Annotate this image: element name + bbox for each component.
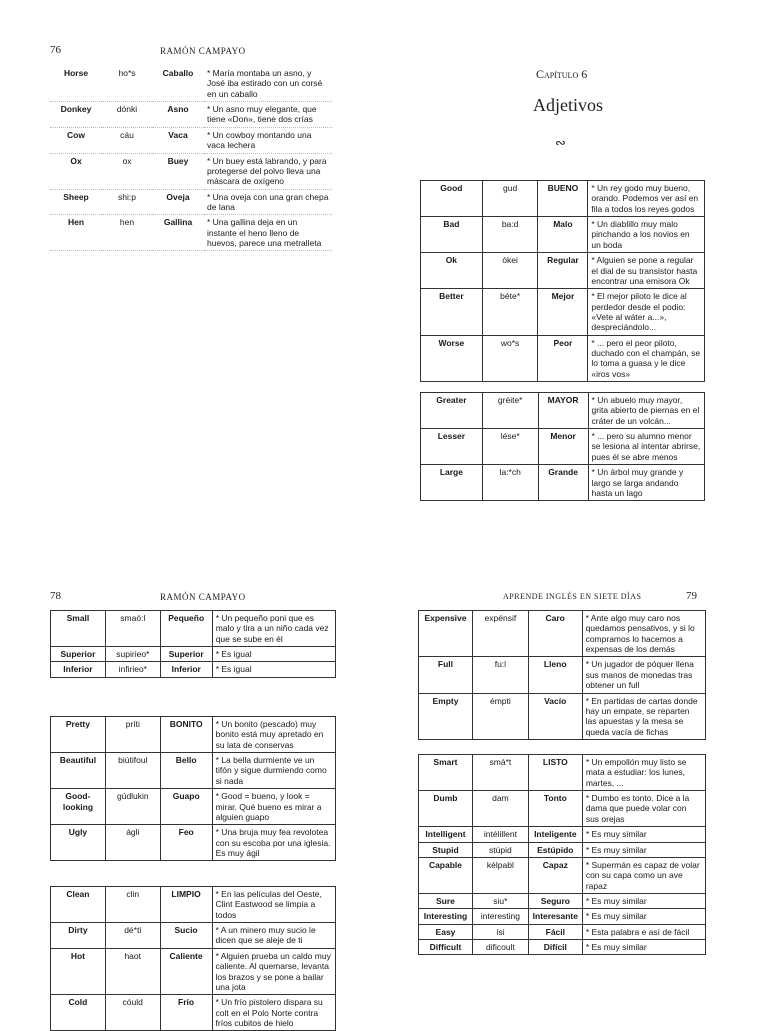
pronunciation: interesting <box>472 909 528 924</box>
spanish-word: Seguro <box>528 893 582 908</box>
vocab-row <box>50 102 332 128</box>
spanish-word: Mejor <box>538 289 588 335</box>
mnemonic-sentence: * Alguien se pone a regular el dial de su transistor hasta encontrar una emisora Ok <box>588 253 705 289</box>
spanish-word: Inteligente <box>528 827 582 842</box>
mnemonic-sentence: * Es muy similar <box>582 842 705 857</box>
english-word: Greater <box>421 393 483 429</box>
spanish-word: MAYOR <box>538 393 588 429</box>
pronunciation: wo*s <box>482 335 538 381</box>
vocab-table-body <box>421 393 705 501</box>
spanish-word: Gallina <box>152 215 204 251</box>
vocab-row <box>419 693 706 739</box>
pronunciation: cáu <box>102 127 152 153</box>
pronunciation: dificoult <box>472 940 528 955</box>
pronunciation: émpti <box>472 693 528 739</box>
pronunciation: infirieo* <box>105 662 160 677</box>
vocab-table-body <box>419 755 706 955</box>
mnemonic-sentence: * Es muy similar <box>582 940 705 955</box>
english-word: Lesser <box>421 429 483 465</box>
vocab-row <box>50 153 332 189</box>
vocab-row <box>419 827 706 842</box>
spanish-word: LIMPIO <box>160 887 212 923</box>
mnemonic-sentence: * Un empollón muy listo se mata a estudiar: los lunes, martes, ... <box>582 755 705 791</box>
spanish-word: Capaz <box>528 857 582 893</box>
page-number-79: 79 <box>686 590 697 602</box>
spanish-word: Lleno <box>528 657 582 693</box>
pronunciation: clin <box>105 887 160 923</box>
vocab-row <box>421 253 705 289</box>
spanish-word: Superior <box>160 647 212 662</box>
page-number-76: 76 <box>50 44 61 56</box>
vocab-row <box>421 465 705 501</box>
vocab-table-size <box>50 610 336 678</box>
vocab-row <box>419 924 706 939</box>
page-number-78: 78 <box>50 590 61 602</box>
spanish-word: Feo <box>160 825 212 861</box>
spanish-word: Menor <box>538 429 588 465</box>
english-word: Sheep <box>50 189 102 215</box>
mnemonic-sentence: * Es igual <box>212 662 335 677</box>
spanish-word: Sucio <box>160 923 212 949</box>
vocab-table-body <box>51 717 336 861</box>
spanish-word: BUENO <box>538 181 588 217</box>
mnemonic-sentence: * Un diablillo muy malo pinchando a los novios en un boda <box>588 217 705 253</box>
pronunciation: ho*s <box>102 66 152 102</box>
pronunciation: gud <box>482 181 538 217</box>
pronunciation: biútifoul <box>105 753 160 789</box>
vocab-row <box>51 753 336 789</box>
spanish-word: Difícil <box>528 940 582 955</box>
english-word: Cold <box>51 995 106 1031</box>
english-word: Intelligent <box>419 827 473 842</box>
spanish-word: Inferior <box>160 662 212 677</box>
mnemonic-sentence: * Un árbol muy grande y largo se larga andando hasta un lago <box>588 465 704 501</box>
vocab-table-adjectives-2 <box>420 392 705 501</box>
spanish-word: Fácil <box>528 924 582 939</box>
mnemonic-sentence: * ... pero el peor piloto, duchado con el champán, se lo toma a guasa y le dice «iros vos» <box>588 335 705 381</box>
vocab-table-adjectives-1 <box>420 180 705 382</box>
english-word: Empty <box>419 693 473 739</box>
spanish-word: Caro <box>528 611 582 657</box>
spanish-word: Buey <box>152 153 204 189</box>
vocab-row <box>419 755 706 791</box>
english-word: Interesting <box>419 909 473 924</box>
mnemonic-sentence: * Es muy similar <box>582 827 705 842</box>
vocab-row <box>51 662 336 677</box>
mnemonic-sentence: * Es muy similar <box>582 893 705 908</box>
vocab-row <box>50 66 332 102</box>
mnemonic-sentence: * ... pero su alumno menor se lesiona al intentar abrirse, pues él se abre menos <box>588 429 704 465</box>
mnemonic-sentence: * Una oveja con una gran chepa de lana <box>204 189 332 215</box>
spanish-word: Regular <box>538 253 588 289</box>
spanish-word: Caliente <box>160 948 212 994</box>
pronunciation: ágli <box>105 825 160 861</box>
mnemonic-sentence: * Esta palabra e así de fácil <box>582 924 705 939</box>
english-word: Ox <box>50 153 102 189</box>
pronunciation: lése* <box>482 429 538 465</box>
mnemonic-sentence: * Un abuelo muy mayor, grita abierto de piernas en el cráter de un volcán... <box>588 393 704 429</box>
vocab-table-body <box>419 611 706 740</box>
mnemonic-sentence: * Un cowboy montando una vaca lechera <box>204 127 332 153</box>
mnemonic-sentence: * Ante algo muy caro nos quedamos pensativos, y si lo compramos lo hacemos a expensas de los demás <box>582 611 705 657</box>
vocab-table-quantity <box>418 610 706 740</box>
english-word: Good <box>421 181 483 217</box>
english-word: Capable <box>419 857 473 893</box>
running-header-76: RAMÓN CAMPAYO <box>160 46 246 56</box>
chapter-title: Adjetivos <box>533 95 603 115</box>
vocab-row <box>421 335 705 381</box>
running-header-79: APRENDE INGLÉS EN SIETE DÍAS <box>503 592 642 601</box>
mnemonic-sentence: * Un buey está labrando, y para protegerse del polvo lleva una máscara de oxígeno <box>204 153 332 189</box>
vocab-row <box>419 940 706 955</box>
vocab-table-mind <box>418 754 706 955</box>
vocab-row <box>419 842 706 857</box>
mnemonic-sentence: * El mejor piloto le dice al perdedor desde el podio: «Vete al wáter a...», despreciándolo... <box>588 289 705 335</box>
vocab-table-body <box>51 611 336 678</box>
english-word: Pretty <box>51 717 106 753</box>
spanish-word: Interesante <box>528 909 582 924</box>
spanish-word: Asno <box>152 102 204 128</box>
pronunciation: dé*ti <box>105 923 160 949</box>
spanish-word: Bello <box>160 753 212 789</box>
pronunciation: gúdlukin <box>105 789 160 825</box>
english-word: Inferior <box>51 662 106 677</box>
mnemonic-sentence: * Una bruja muy fea revolotea con su escoba por una iglesia. Es muy ágil <box>212 825 335 861</box>
spanish-word: Peor <box>538 335 588 381</box>
mnemonic-sentence: * Good = bueno, y look = mirar. Qué bueno es mirar a alguien guapo <box>212 789 335 825</box>
mnemonic-sentence: * La bella durmiente ve un tifón y sigue durmiendo como si nada <box>212 753 335 789</box>
mnemonic-sentence: * Un jugador de póquer llena sus manos de monedas tras obtener un full <box>582 657 705 693</box>
english-word: Beautiful <box>51 753 106 789</box>
english-word: Worse <box>421 335 483 381</box>
english-word: Horse <box>50 66 102 102</box>
english-word: Full <box>419 657 473 693</box>
english-word: Donkey <box>50 102 102 128</box>
english-word: Difficult <box>419 940 473 955</box>
english-word: Dumb <box>419 791 473 827</box>
pronunciation: supirieo* <box>105 647 160 662</box>
english-word: Large <box>421 465 483 501</box>
vocab-table-body <box>421 181 705 382</box>
vocab-row <box>421 217 705 253</box>
vocab-row <box>51 923 336 949</box>
spanish-word: Tonto <box>528 791 582 827</box>
vocab-row <box>419 791 706 827</box>
vocab-table-condition <box>50 886 336 1031</box>
vocab-table-looks <box>50 716 336 861</box>
mnemonic-sentence: * Un bonito (pescado) muy bonito está muy apretado en su lata de conservas <box>212 717 335 753</box>
mnemonic-sentence: * Es igual <box>212 647 335 662</box>
vocab-row <box>421 289 705 335</box>
pronunciation: la:*ch <box>482 465 538 501</box>
ornament-icon: ∾ <box>555 136 566 151</box>
mnemonic-sentence: * A un minero muy sucio le dicen que se aleje de ti <box>212 923 335 949</box>
spanish-word: BONITO <box>160 717 212 753</box>
spanish-word: Malo <box>538 217 588 253</box>
pronunciation: ox <box>102 153 152 189</box>
vocab-row <box>51 995 336 1031</box>
mnemonic-sentence: * En las películas del Oeste, Clint Eastwood se limpia a todos <box>212 887 335 923</box>
vocab-row <box>51 647 336 662</box>
spanish-word: Oveja <box>152 189 204 215</box>
mnemonic-sentence: * Es muy similar <box>582 909 705 924</box>
pronunciation: béte* <box>482 289 538 335</box>
spanish-word: Vaca <box>152 127 204 153</box>
spanish-word: Pequeño <box>160 611 212 647</box>
vocab-table-body <box>50 66 332 251</box>
chapter-label: Capítulo 6 <box>536 67 588 81</box>
english-word: Ugly <box>51 825 106 861</box>
mnemonic-sentence: * Un rey godo muy bueno, orando. Podemos ver así en fila a todos los reyes godos <box>588 181 705 217</box>
spanish-word: Frío <box>160 995 212 1031</box>
mnemonic-sentence: * Un asno muy elegante, que tiene «Don», tiene dos crías <box>204 102 332 128</box>
mnemonic-sentence: * Un frío pistolero dispara su colt en el Polo Norte contra fríos cubitos de hielo <box>212 995 335 1031</box>
vocab-row <box>51 887 336 923</box>
english-word: Hot <box>51 948 106 994</box>
english-word: Better <box>421 289 483 335</box>
vocab-row <box>51 789 336 825</box>
vocab-row <box>50 215 332 251</box>
english-word: Good-looking <box>51 789 106 825</box>
pronunciation: gréite* <box>482 393 538 429</box>
vocab-row <box>51 825 336 861</box>
english-word: Superior <box>51 647 106 662</box>
pronunciation: stúpid <box>472 842 528 857</box>
vocab-row <box>419 893 706 908</box>
pronunciation: smaó:l <box>105 611 160 647</box>
mnemonic-sentence: * María montaba un asno, y José iba estirado con un corsé en un caballo <box>204 66 332 102</box>
mnemonic-sentence: * En partidas de cartas donde hay un empate, se reparten las apuestas y la mesa se queda vacía de fichas <box>582 693 705 739</box>
spanish-word: Guapo <box>160 789 212 825</box>
pronunciation: hen <box>102 215 152 251</box>
vocab-row <box>419 857 706 893</box>
mnemonic-sentence: * Dumbo es tonto. Dice a la dama que puede volar con sus orejas <box>582 791 705 827</box>
vocab-row <box>421 181 705 217</box>
english-word: Easy <box>419 924 473 939</box>
pronunciation: dónki <box>102 102 152 128</box>
english-word: Ok <box>421 253 483 289</box>
english-word: Bad <box>421 217 483 253</box>
pronunciation: intélillent <box>472 827 528 842</box>
english-word: Dirty <box>51 923 106 949</box>
vocab-row <box>419 909 706 924</box>
english-word: Sure <box>419 893 473 908</box>
mnemonic-sentence: * Una gallina deja en un instante el heno lleno de huevos, parece una metralleta <box>204 215 332 251</box>
vocab-row <box>50 127 332 153</box>
pronunciation: fu:l <box>472 657 528 693</box>
mnemonic-sentence: * Un pequeño poni que es malo y tira a un niño cada vez que se sube en él <box>212 611 335 647</box>
pronunciation: ísi <box>472 924 528 939</box>
spanish-word: Grande <box>538 465 588 501</box>
vocab-table-animals <box>50 66 332 251</box>
mnemonic-sentence: * Supermán es capaz de volar con su capa como un ave rapaz <box>582 857 705 893</box>
pronunciation: dam <box>472 791 528 827</box>
english-word: Cow <box>50 127 102 153</box>
english-word: Smart <box>419 755 473 791</box>
vocab-table-body <box>51 887 336 1031</box>
spanish-word: Estúpido <box>528 842 582 857</box>
spanish-word: LISTO <box>528 755 582 791</box>
spanish-word: Vacío <box>528 693 582 739</box>
vocab-row <box>421 429 705 465</box>
vocab-row <box>419 611 706 657</box>
english-word: Small <box>51 611 106 647</box>
vocab-row <box>51 717 336 753</box>
pronunciation: kélpabl <box>472 857 528 893</box>
pronunciation: ókei <box>482 253 538 289</box>
pronunciation: shi:p <box>102 189 152 215</box>
pronunciation: expénsif <box>472 611 528 657</box>
english-word: Expensive <box>419 611 473 657</box>
mnemonic-sentence: * Alguien prueba un caldo muy caliente. Al quemarse, levanta los brazos y se pone a bailar una jota <box>212 948 335 994</box>
pronunciation: cóuld <box>105 995 160 1031</box>
running-header-78: RAMÓN CAMPAYO <box>160 592 246 602</box>
vocab-row <box>419 657 706 693</box>
pronunciation: príti <box>105 717 160 753</box>
pronunciation: ba:d <box>482 217 538 253</box>
pronunciation: siu* <box>472 893 528 908</box>
pronunciation: smá*t <box>472 755 528 791</box>
english-word: Clean <box>51 887 106 923</box>
spanish-word: Caballo <box>152 66 204 102</box>
vocab-row <box>421 393 705 429</box>
english-word: Hen <box>50 215 102 251</box>
english-word: Stupid <box>419 842 473 857</box>
pronunciation: haot <box>105 948 160 994</box>
vocab-row <box>51 611 336 647</box>
vocab-row <box>50 189 332 215</box>
vocab-row <box>51 948 336 994</box>
